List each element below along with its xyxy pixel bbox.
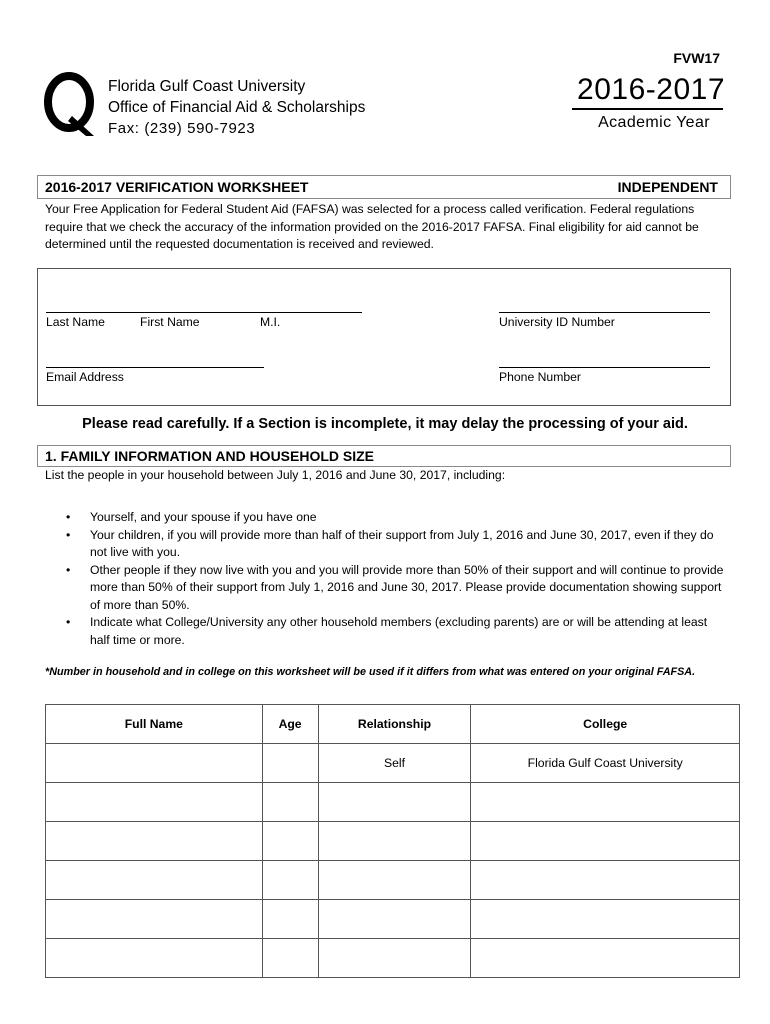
relationship-cell[interactable]: Self [318, 744, 471, 783]
relationship-cell[interactable] [318, 900, 471, 939]
relationship-cell[interactable] [318, 822, 471, 861]
college-cell[interactable] [471, 900, 740, 939]
email-line[interactable] [46, 367, 264, 368]
relationship-cell[interactable] [318, 783, 471, 822]
table-row [46, 900, 740, 939]
age-cell[interactable] [262, 939, 318, 978]
list-item-text: Other people if they now live with you and you will provide more than 50% of their support and will continue to provide more than 50% of their support from July 1, 2016 and June 30, 2017. Please provide documentation showing support of more than 50%. [90, 562, 724, 612]
table-row [46, 822, 740, 861]
phone-line[interactable] [499, 367, 710, 368]
section1-heading: 1. FAMILY INFORMATION AND HOUSEHOLD SIZE [45, 448, 375, 464]
section1-intro: List the people in your household between July 1, 2016 and June 30, 2017, including: [45, 468, 506, 482]
university-id-label: University ID Number [499, 315, 615, 329]
worksheet-title: 2016-2017 VERIFICATION WORKSHEET [45, 179, 309, 195]
table-row [46, 939, 740, 978]
office-name: Office of Financial Aid & Scholarships [108, 99, 366, 116]
full-name-cell[interactable] [46, 900, 263, 939]
age-cell[interactable] [262, 783, 318, 822]
household-table [45, 704, 740, 978]
worksheet-type: INDEPENDENT [617, 179, 718, 195]
list-item [62, 562, 727, 615]
phone-label: Phone Number [499, 370, 581, 384]
col-full-name: Full Name [46, 705, 263, 744]
list-item [62, 614, 727, 649]
household-instructions-list [62, 509, 727, 649]
list-item [62, 509, 727, 527]
bullet-icon: • [66, 615, 71, 629]
college-cell[interactable] [471, 822, 740, 861]
college-cell[interactable]: Florida Gulf Coast University [471, 744, 740, 783]
age-cell[interactable] [262, 822, 318, 861]
age-cell[interactable] [262, 861, 318, 900]
list-item-text: Yourself, and your spouse if you have one [90, 510, 317, 524]
full-name-cell[interactable] [46, 822, 263, 861]
list-item-text: Indicate what College/University any other household members (excluding parents) are or will be attending at least half time or more. [90, 615, 708, 647]
full-name-cell[interactable] [46, 939, 263, 978]
col-college: College [471, 705, 740, 744]
col-age: Age [262, 705, 318, 744]
name-line[interactable] [46, 312, 362, 313]
academic-year-label: Academic Year [598, 114, 710, 131]
university-logo [42, 72, 100, 138]
table-row [46, 783, 740, 822]
bullet-icon: • [66, 510, 71, 524]
university-id-line[interactable] [499, 312, 710, 313]
form-code: FVW17 [673, 50, 720, 66]
last-name-label: Last Name [46, 315, 105, 329]
middle-initial-label: M.I. [260, 315, 281, 329]
academic-year: 2016-2017 [577, 73, 725, 106]
college-cell[interactable] [471, 861, 740, 900]
first-name-label: First Name [140, 315, 200, 329]
table-header-row [46, 705, 740, 744]
section1-heading-bar [37, 445, 731, 467]
college-cell[interactable] [471, 939, 740, 978]
student-info-box [37, 268, 731, 406]
year-underline [572, 108, 723, 110]
email-label: Email Address [46, 370, 124, 384]
col-relationship: Relationship [318, 705, 471, 744]
full-name-cell[interactable] [46, 783, 263, 822]
warning-text: Please read carefully. If a Section is incomplete, it may delay the processing of your aid. [82, 416, 688, 432]
table-row [46, 861, 740, 900]
bullet-icon: • [66, 527, 71, 542]
list-item [62, 527, 727, 562]
age-cell[interactable] [262, 900, 318, 939]
relationship-cell[interactable] [318, 861, 471, 900]
full-name-cell[interactable] [46, 861, 263, 900]
office-header [108, 76, 365, 139]
age-cell[interactable] [262, 744, 318, 783]
full-name-cell[interactable] [46, 744, 263, 783]
university-name: Florida Gulf Coast University [108, 78, 306, 95]
table-row [46, 744, 740, 783]
intro-paragraph: Your Free Application for Federal Student Aid (FAFSA) was selected for a process called verification. Federal regulations require that we check the accuracy of the information provided on the 2016-2017 FAFSA. Final eligibility for aid cannot be determined until the requested documentation is received and reviewed. [45, 202, 699, 251]
worksheet-title-bar [37, 175, 731, 199]
college-cell[interactable] [471, 783, 740, 822]
list-item-text: Your children, if you will provide more than half of their support from July 1, 2016 and June 30, 2017, even if they do not live with you. [90, 527, 714, 559]
bullet-icon: • [66, 562, 71, 577]
household-note: *Number in household and in college on this worksheet will be used if it differs from what was entered on your original FAFSA. [45, 666, 696, 678]
fax-number: Fax: (239) 590-7923 [108, 120, 256, 137]
relationship-cell[interactable] [318, 939, 471, 978]
